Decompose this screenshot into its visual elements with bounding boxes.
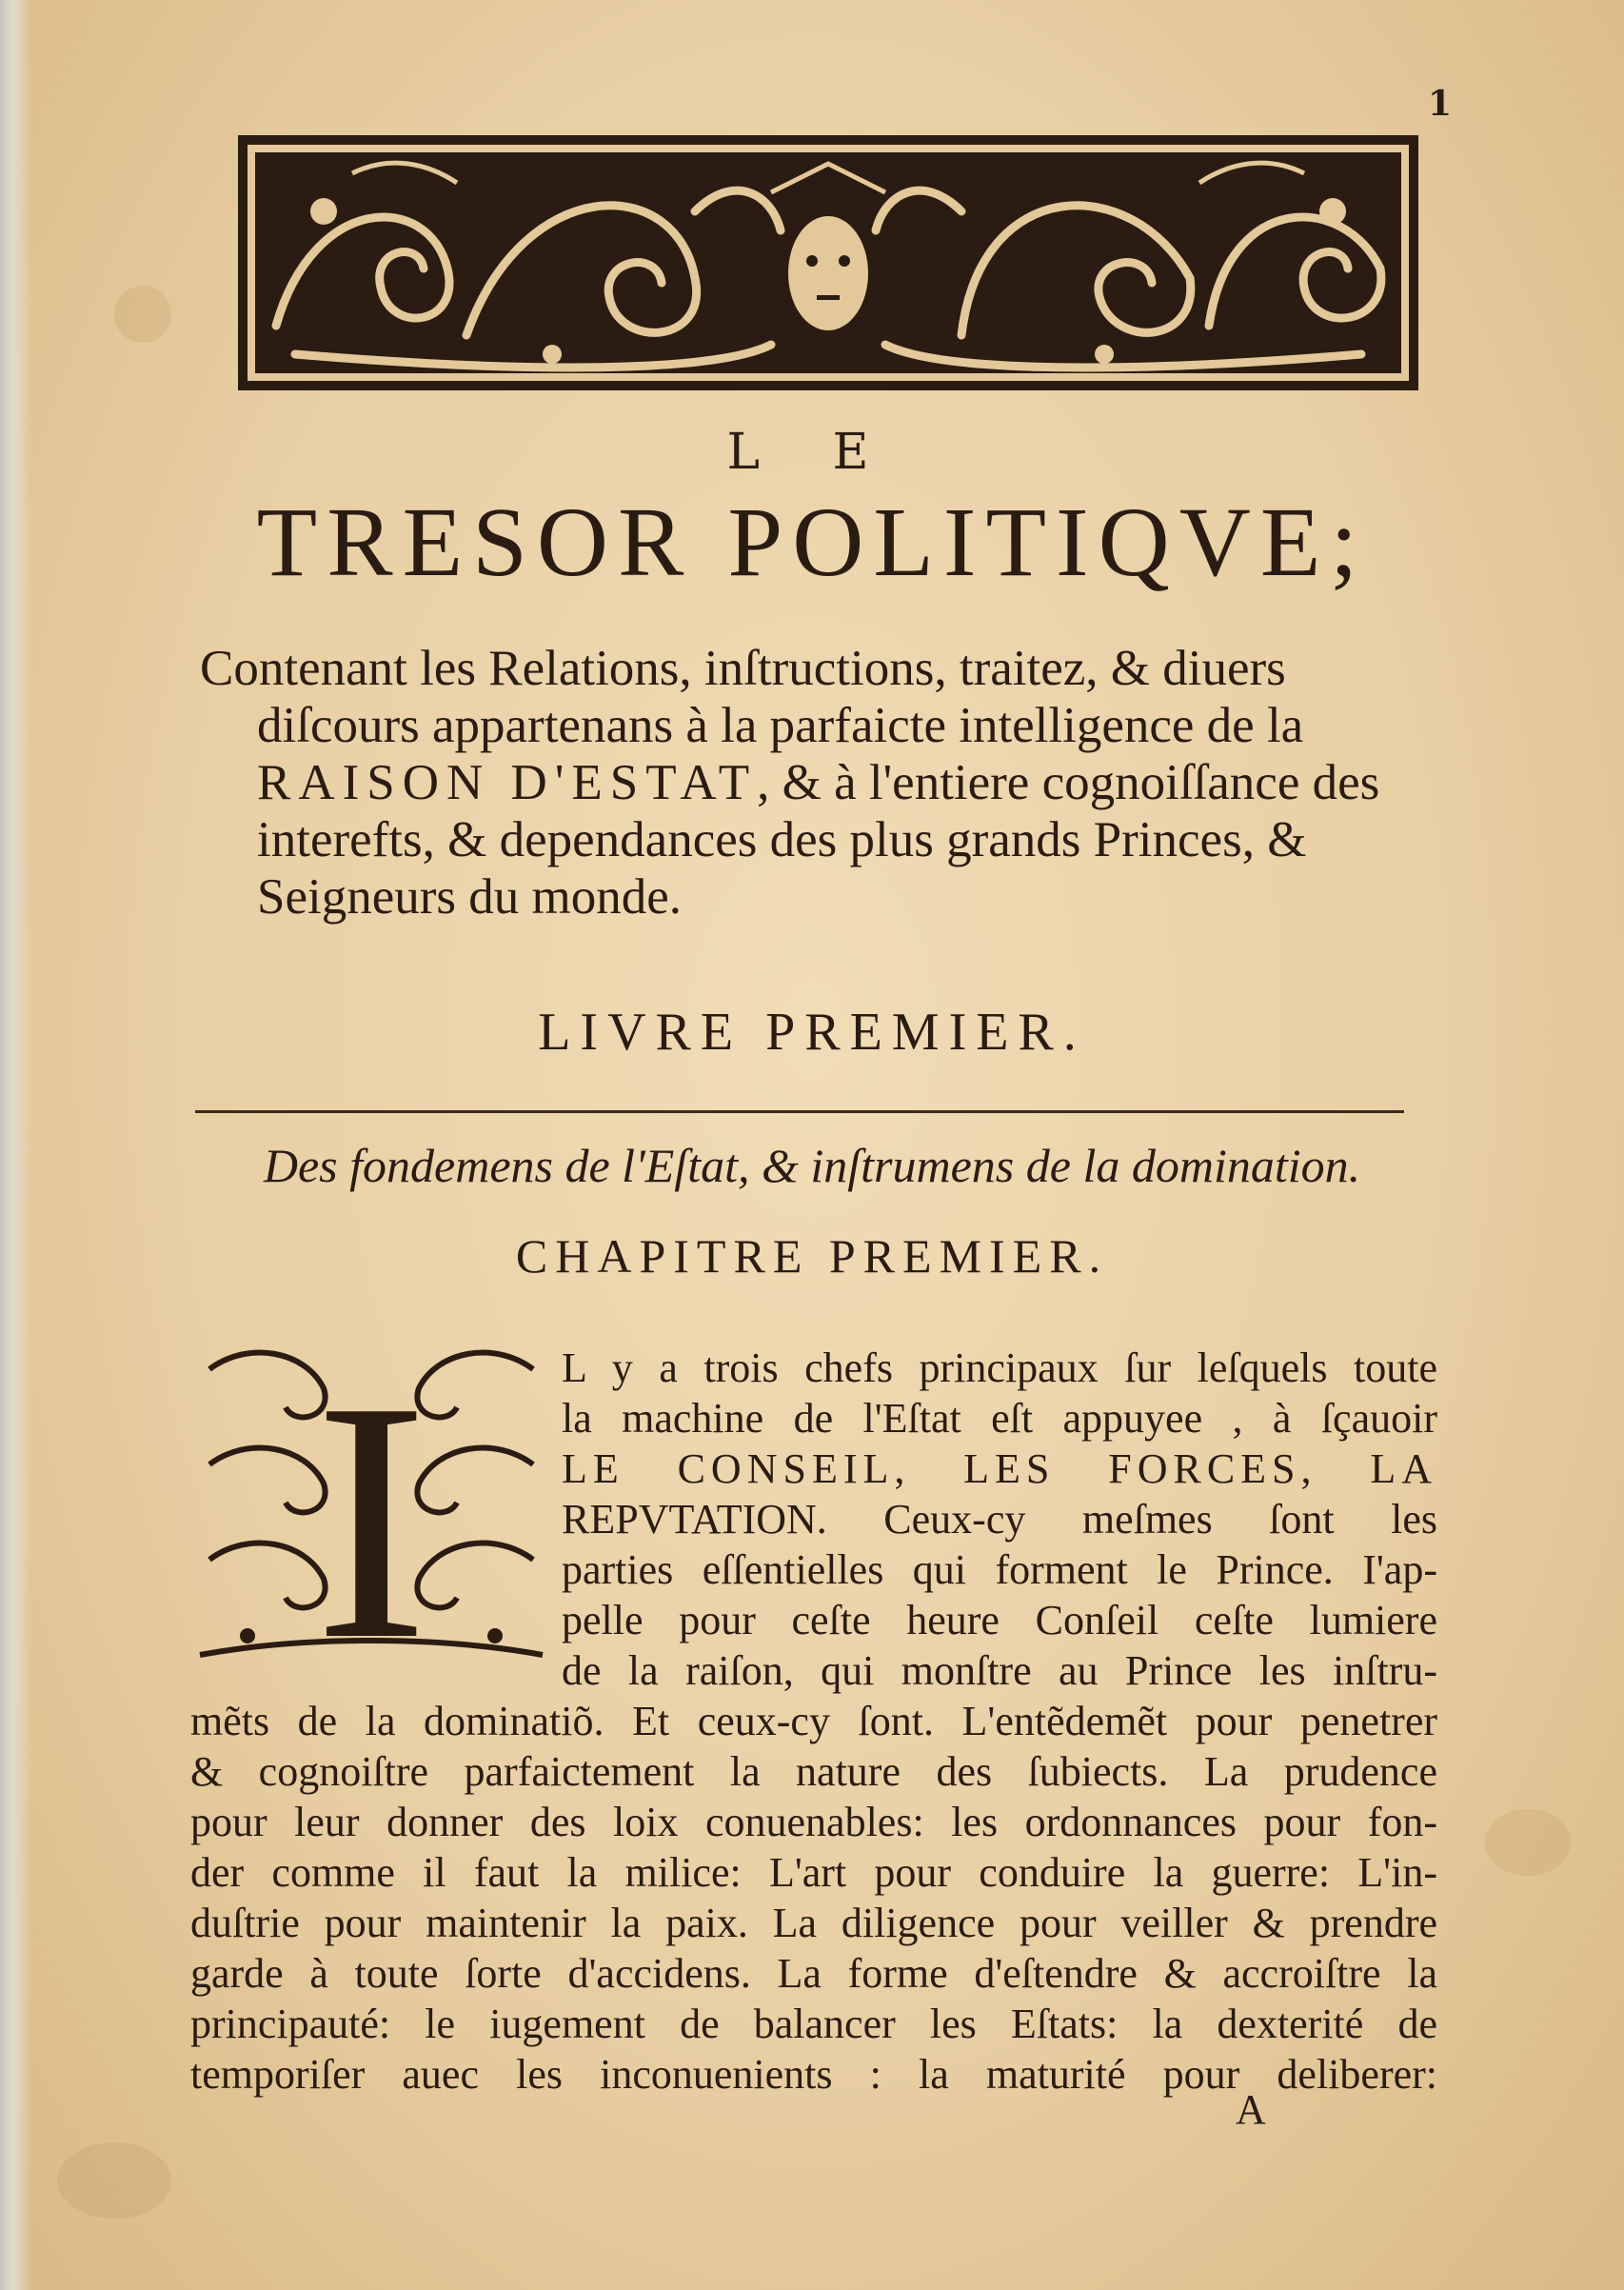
body-line: pour leur donner des loix conuenables: les ordonnances pour fon- — [190, 1799, 1437, 1845]
decorated-initial — [190, 1331, 552, 1676]
body-line: LE CONSEIL, LES FORCES, LA — [562, 1445, 1437, 1492]
body-line: principauté: le iugement de balancer les Eſtats: la dexterité de — [190, 2001, 1437, 2047]
signature-mark: A — [1236, 2086, 1266, 2133]
body-line: der comme il faut la milice: L'art pour conduire la guerre: L'in- — [190, 1849, 1437, 1896]
chapter-subject: Des fondemens de l'Eſtat, & inſtrumens de la domination. — [263, 1139, 1361, 1192]
subtitle-line: diſcours appartenans à la parfaicte intelligence de la — [257, 698, 1304, 753]
raison-d-estat: RAISON D'ESTAT — [257, 755, 758, 810]
subtitle-block — [200, 640, 1433, 926]
body-line: pelle pour ceſte heure Conſeil ceſte lumiere — [562, 1597, 1437, 1643]
page-number: 1 — [1428, 84, 1453, 124]
chapter-heading: CHAPITRE PREMIER. — [515, 1229, 1109, 1283]
subtitle-line: Contenant les Relations, inſtructions, traitez, & diuers — [200, 641, 1286, 696]
body-line: L y a trois chefs principaux ſur leſquels toute — [562, 1344, 1437, 1391]
body-wrapped — [562, 1343, 1437, 1696]
paper-stain — [1485, 1809, 1571, 1876]
body-line: duſtrie pour maintenir la paix. La diligence pour veiller & prendre — [190, 1900, 1437, 1946]
subtitle-line — [200, 754, 1433, 811]
body-line: & cognoiſtre parfaictement la nature des ſubiects. La prudence — [190, 1748, 1437, 1795]
body-full — [190, 1696, 1437, 2100]
body-line: la machine de l'Eſtat eſt appuyee , à ſçauoir — [562, 1395, 1437, 1442]
body-line: mẽts de la dominatiõ. Et ceux-cy ſont. L'entẽdemẽt pour penetrer — [190, 1698, 1437, 1744]
subtitle-line-rest: , & à l'entiere cognoiſſance des — [757, 755, 1380, 810]
ornamental-headpiece — [238, 135, 1418, 390]
book-title: TRESOR POLITIQVE; — [256, 488, 1368, 597]
subtitle-line: Seigneurs du monde. — [257, 869, 683, 925]
divider-rule — [195, 1110, 1404, 1113]
body-line: parties eſſentielles qui forment le Prince. I'ap- — [562, 1546, 1437, 1593]
subtitle-line: interefts, & dependances des plus grands Princes, & — [257, 812, 1307, 867]
title-article: L E — [726, 424, 898, 481]
book-heading: LIVRE PREMIER. — [538, 1003, 1086, 1062]
initial-letter: I — [314, 1331, 428, 1676]
body-line: garde à toute ſorte d'accidens. La forme d'eſtendre & accroiſtre la — [190, 1950, 1437, 1997]
body-line: REPVTATION. Ceux-cy meſmes ſont les — [562, 1496, 1437, 1543]
body-line: de la raiſon, qui monſtre au Prince les inſtru- — [562, 1647, 1437, 1694]
paper-stain — [114, 286, 171, 343]
paper-stain — [57, 2142, 171, 2219]
body-line: temporiſer auec les inconuenients : la maturité pour deliberer: — [190, 2051, 1437, 2098]
